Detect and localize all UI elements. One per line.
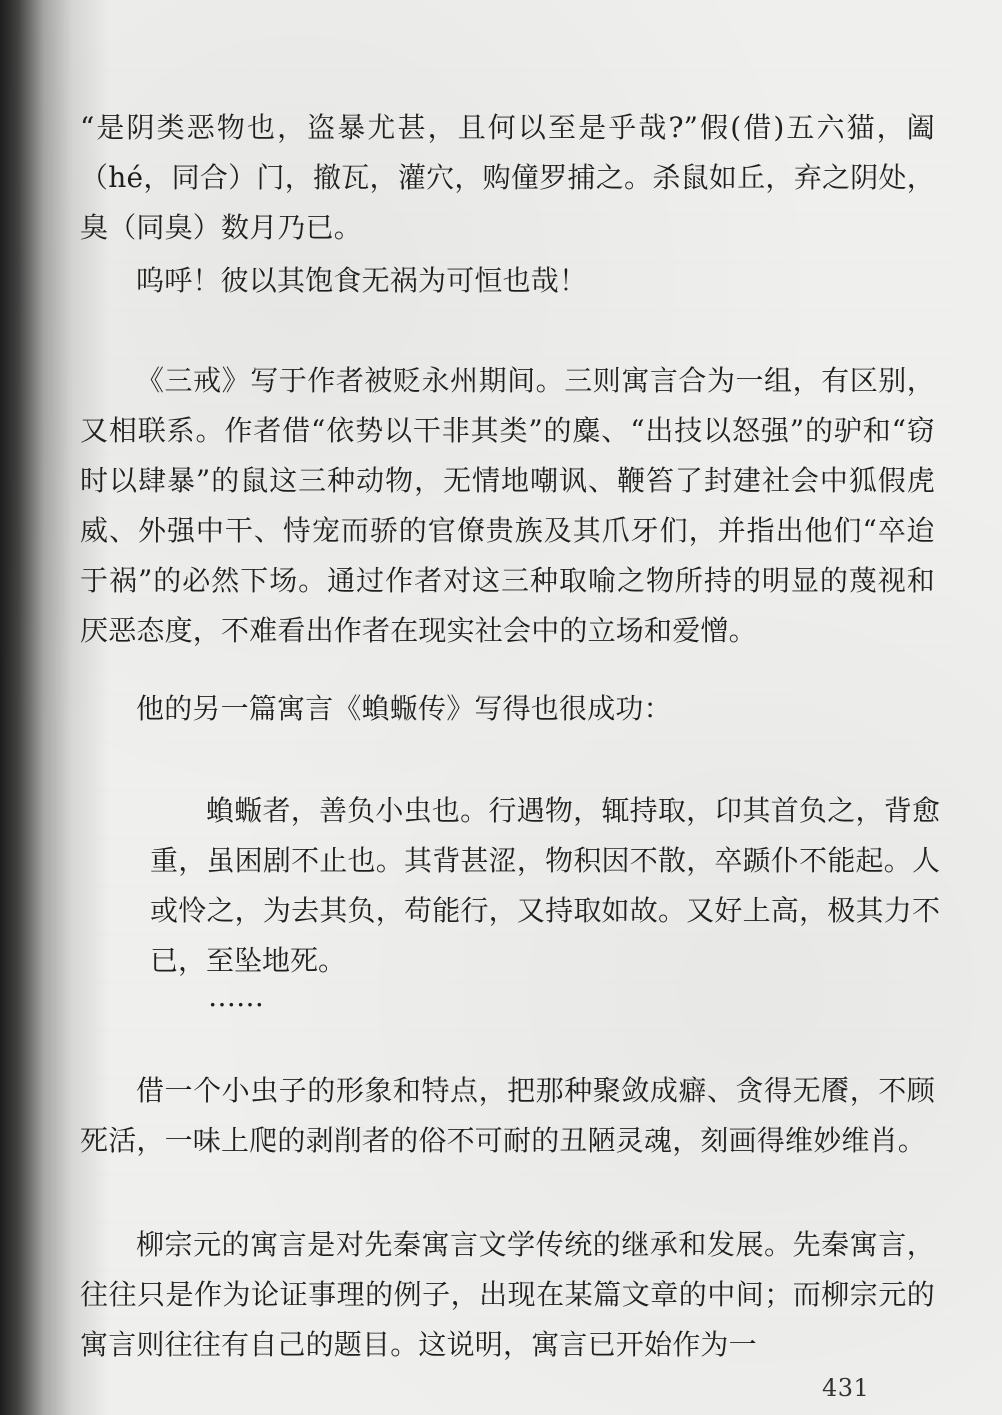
quoted-fable-passage: 蝜蝂者，善负小虫也。行遇物，辄持取，卬其首负之，背愈重，虽困剧不止也。其背甚涩，物积因不散，卒踬仆不能起。人或怜之，为去其负，苟能行，又持取如故。又好上高，极其力不已，至坠地死。	[150, 794, 940, 977]
passage-block-1: “是阴类恶物也，盗暴尤甚，且何以至是乎哉?”假(借)五六猫，阖（hé，同合）门，撤瓦，灌穴，购僮罗捕之。杀鼠如丘，弃之阴处，臭（同臭）数月乃已。	[80, 111, 935, 244]
commentary-paragraph-3: 借一个小虫子的形象和特点，把那种聚敛成癖、贪得无餍，不顾死活，一味上爬的剥削者的俗不可耐的丑陋灵魂，刻画得维妙维肖。	[80, 1074, 935, 1157]
commentary-paragraph-2: 他的另一篇寓言《蝜蝂传》写得也很成功：	[136, 692, 672, 725]
commentary-paragraph-1: 《三戒》写于作者被贬永州期间。三则寓言合为一组，有区别，又相联系。作者借“依势以干非其类”的麋、“出技以怒强”的驴和“窃时以肆暴”的鼠这三种动物，无情地嘲讽、鞭笞了封建社会中狐假虎威、外强中干、恃宠而骄的官僚贵族及其爪牙们，并指出他们“卒迨于祸”的必然下场。通过作者对这三种取喻之物所持的明显的蔑视和厌恶态度，不难看出作者在现实社会中的立场和爱憎。	[80, 364, 935, 647]
page-number: 431	[822, 1374, 870, 1402]
commentary-paragraph-4: 柳宗元的寓言是对先秦寓言文学传统的继承和发展。先秦寓言，往往只是作为论证事理的例子，出现在某篇文章的中间；而柳宗元的寓言则往往有自己的题目。这说明，寓言已开始作为一	[80, 1228, 935, 1361]
ellipsis-line: ……	[208, 980, 264, 1013]
passage-block-2: 呜呼！彼以其饱食无祸为可恒也哉！	[136, 264, 588, 297]
